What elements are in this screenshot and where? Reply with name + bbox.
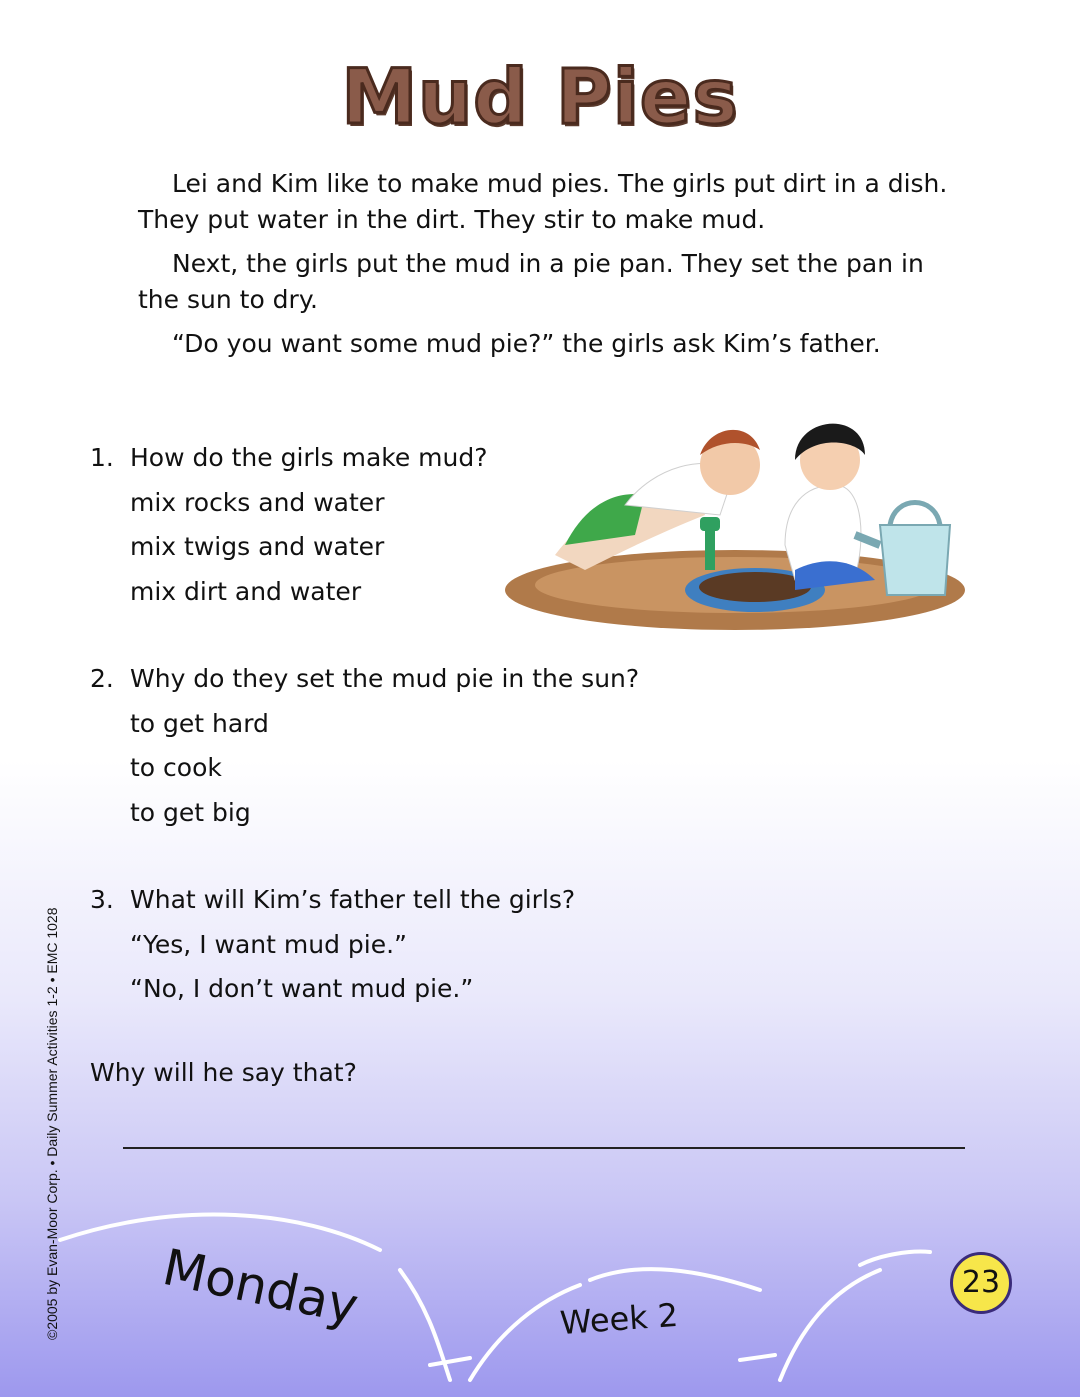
- page-title: Mud Pies: [341, 52, 739, 141]
- question-number: 2.: [90, 664, 114, 693]
- answer-option[interactable]: to get big: [130, 797, 251, 827]
- answer-option[interactable]: mix rocks and water: [130, 487, 385, 517]
- why-prompt: Why will he say that?: [90, 1058, 357, 1087]
- answer-writing-line[interactable]: [123, 1147, 965, 1149]
- copyright-credit: ©2005 by Evan-Moor Corp. • Daily Summer Activities 1-2 • EMC 1028: [44, 907, 60, 1340]
- page-number-badge: 23: [950, 1252, 1012, 1314]
- question-number: 1.: [90, 443, 114, 472]
- day-label: Monday: [157, 1238, 364, 1336]
- story-paragraph: “Do you want some mud pie?” the girls ask Kim’s father.: [172, 329, 881, 358]
- answer-option[interactable]: mix twigs and water: [130, 532, 385, 561]
- answer-option[interactable]: “Yes, I want mud pie.”: [130, 929, 407, 959]
- week-label: Week 2: [558, 1295, 680, 1343]
- children-making-mud-pie-illustration: [495, 395, 975, 635]
- question-3: [90, 878, 575, 1012]
- story-paragraph: Next, the girls put the mud in a pie pan. They set the pan in the sun to dry.: [138, 249, 924, 314]
- answer-option[interactable]: to get hard: [130, 708, 269, 738]
- story-text: [138, 166, 958, 370]
- answer-option[interactable]: “No, I don’t want mud pie.”: [130, 974, 474, 1003]
- question-1: [90, 436, 488, 614]
- question-text: What will Kim’s father tell the girls?: [130, 885, 576, 914]
- question-number: 3.: [90, 885, 114, 914]
- question-2: [90, 657, 639, 835]
- question-text: Why do they set the mud pie in the sun?: [130, 664, 640, 693]
- story-paragraph: Lei and Kim like to make mud pies. The girls put dirt in a dish. They put water in the dirt. They stir to make mud.: [138, 169, 948, 234]
- answer-option[interactable]: to cook: [130, 753, 222, 782]
- question-text: How do the girls make mud?: [130, 443, 488, 472]
- answer-option[interactable]: mix dirt and water: [130, 576, 362, 606]
